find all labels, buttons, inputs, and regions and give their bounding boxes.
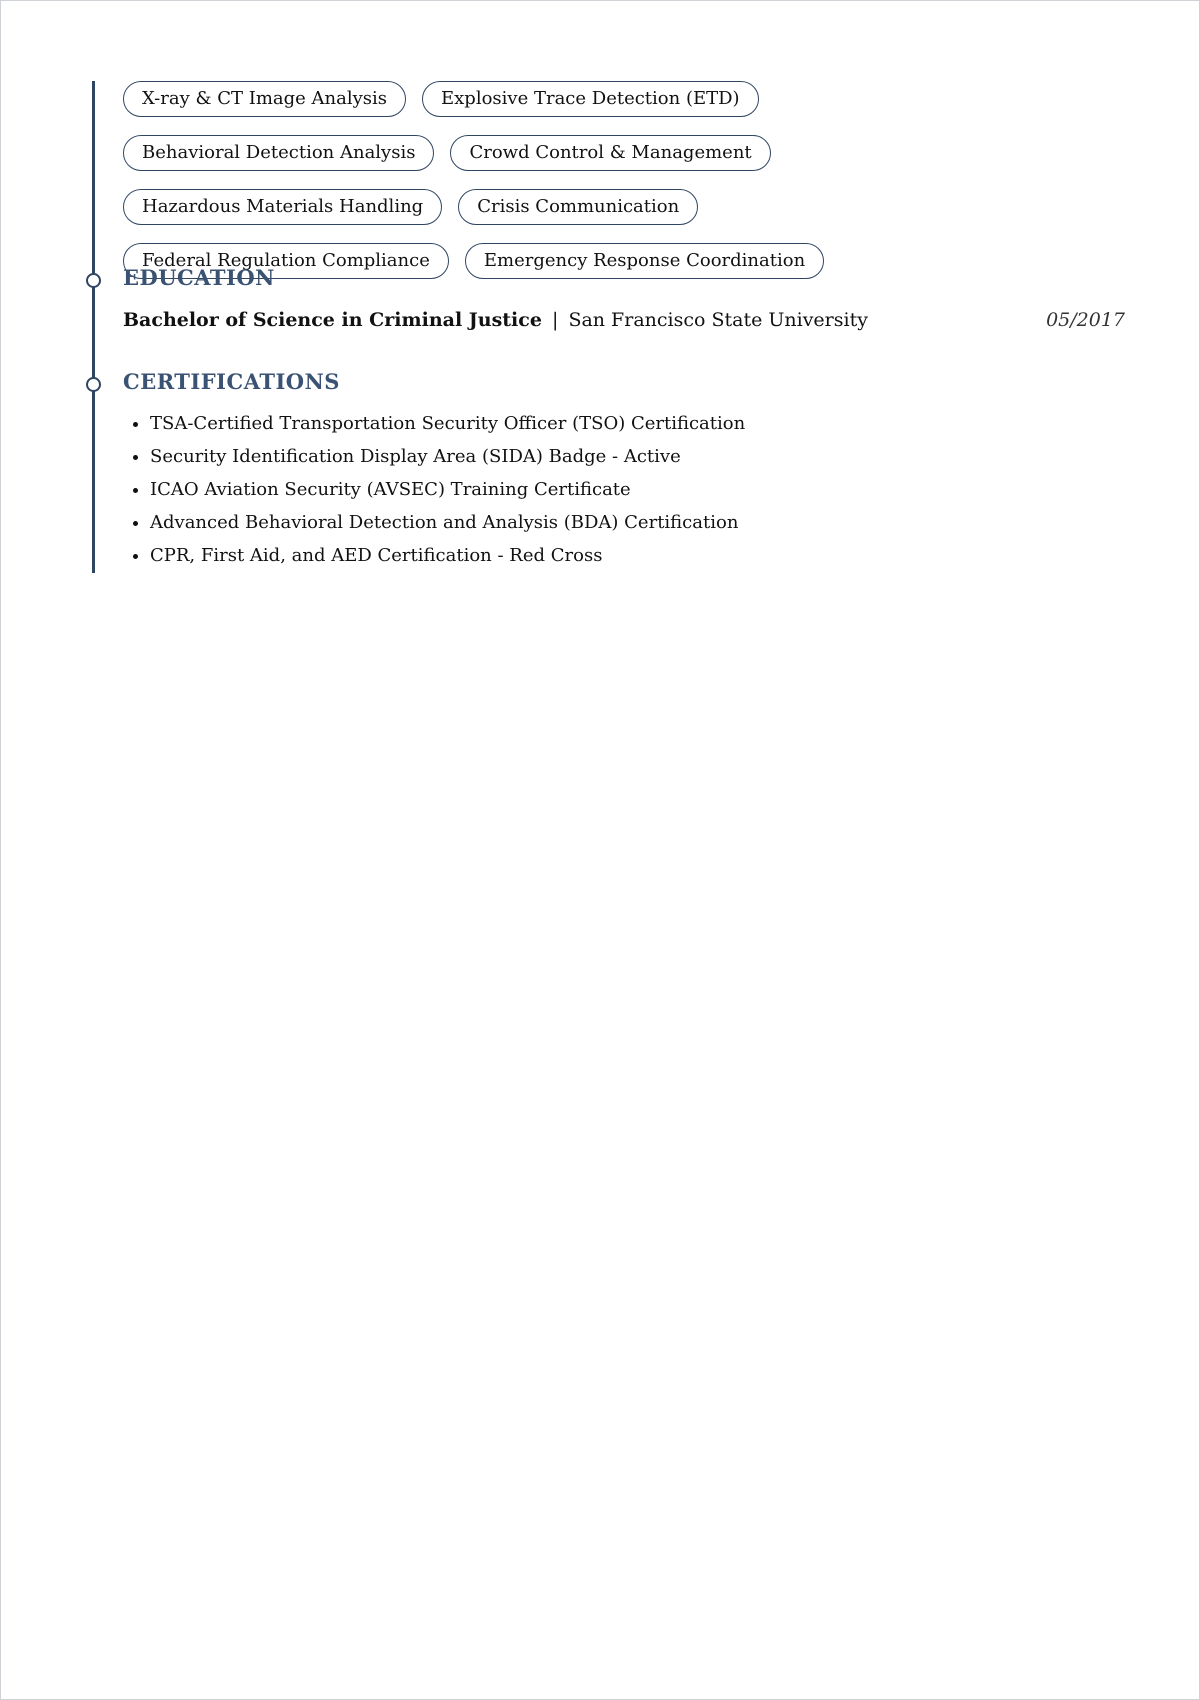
certifications-timeline-dot bbox=[86, 377, 101, 392]
skills-tag-list bbox=[123, 81, 1023, 279]
education-date: 05/2017 bbox=[1046, 309, 1125, 331]
skill-tag: Emergency Response Coordination bbox=[465, 243, 824, 279]
education-separator: | bbox=[551, 309, 559, 331]
certification-item: • Advanced Behavioral Detection and Analysis (BDA) Certification bbox=[150, 510, 745, 543]
certification-item: • TSA-Certified Transportation Security Officer (TSO) Certification bbox=[150, 411, 745, 444]
skill-tag: Crowd Control & Management bbox=[450, 135, 770, 171]
certifications-list bbox=[123, 411, 745, 576]
certification-item: • CPR, First Aid, and AED Certification - Red Cross bbox=[150, 543, 745, 576]
certification-item: • ICAO Aviation Security (AVSEC) Training Certificate bbox=[150, 477, 745, 510]
skill-tag: Federal Regulation Compliance bbox=[123, 243, 449, 279]
education-heading: EDUCATION bbox=[123, 265, 275, 290]
certification-item: • Security Identification Display Area (SIDA) Badge - Active bbox=[150, 444, 745, 477]
education-degree: Bachelor of Science in Criminal Justice bbox=[123, 309, 542, 331]
skill-tag: Hazardous Materials Handling bbox=[123, 189, 442, 225]
education-entry bbox=[123, 307, 1125, 333]
education-timeline-dot bbox=[86, 273, 101, 288]
skill-tag: Behavioral Detection Analysis bbox=[123, 135, 434, 171]
certifications-heading: CERTIFICATIONS bbox=[123, 369, 340, 394]
skill-tag: Explosive Trace Detection (ETD) bbox=[422, 81, 759, 117]
education-school: San Francisco State University bbox=[568, 309, 868, 331]
skill-tag: X-ray & CT Image Analysis bbox=[123, 81, 406, 117]
timeline-line bbox=[92, 81, 95, 573]
skill-tag: Crisis Communication bbox=[458, 189, 698, 225]
resume-content bbox=[123, 81, 1125, 566]
